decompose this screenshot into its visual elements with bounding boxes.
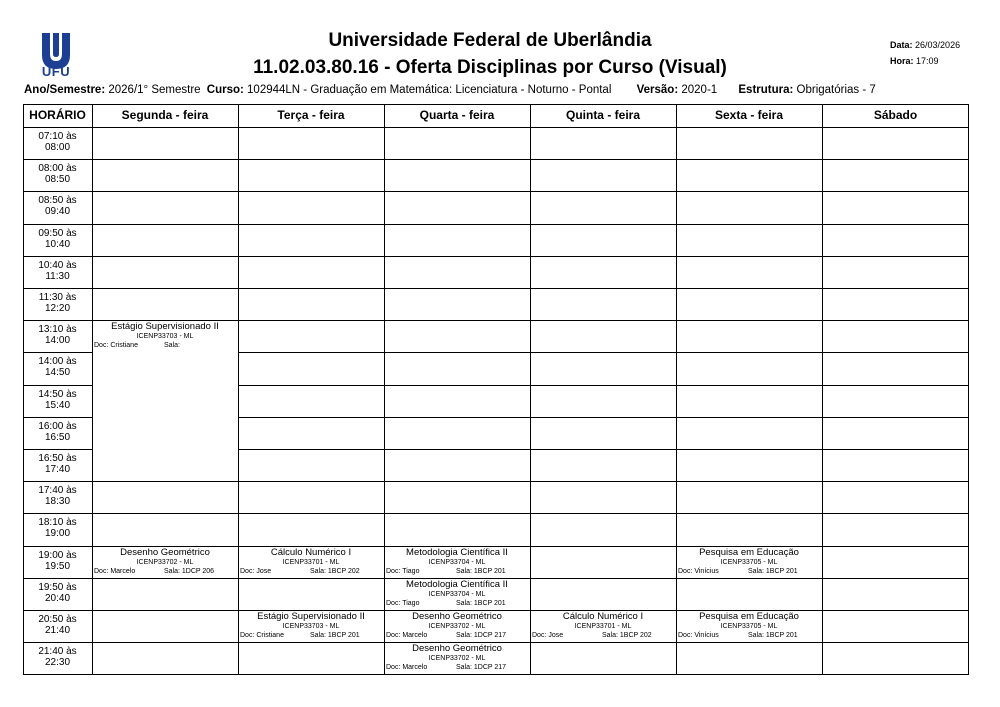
time-end: 17:40 [44,464,71,475]
row-divider [384,449,530,450]
time-slot [23,453,92,475]
row-divider [384,320,530,321]
row-divider [92,481,238,482]
time-start: 11:30 às [38,292,77,303]
class-room: Sala: 1BCP 201 [310,632,360,639]
date-value: 26/03/2026 [915,40,961,50]
class-teacher-room [676,567,822,576]
row-divider [822,352,969,353]
row-divider [92,256,238,257]
class-name: Cálculo Numérico I [270,546,352,558]
time-end: 09:40 [44,206,71,218]
class-teacher-room [92,567,238,576]
grid-bottom-border [23,674,969,675]
row-divider [530,481,676,482]
course-value: 102944LN - Graduação em Matemática: Licenciatura - Noturno - Pontal [247,84,612,96]
class-teacher: Doc: Tiago [386,567,420,575]
row-divider [822,481,969,482]
row-divider [676,385,822,386]
time-start: 20:50 às [38,614,77,625]
row-divider [822,159,969,160]
time-slot [23,550,92,572]
time-label: Hora: [890,56,914,66]
row-divider [530,288,676,289]
class-teacher: Doc: Cristiane [240,632,284,639]
row-divider [822,417,969,418]
time-start: 08:00 às [38,163,77,175]
class-cell [238,611,384,640]
row-divider [23,320,92,321]
class-teacher: Doc: Marcelo [386,664,428,672]
column-divider [530,104,531,675]
class-code: ICENP33703 - ML [136,333,194,341]
row-divider [23,578,92,579]
class-room: Sala: 1BCP 202 [602,632,652,639]
row-divider [238,642,384,643]
class-teacher-room [384,631,530,640]
row-divider [384,481,530,482]
time-start: 17:40 às [38,485,77,497]
column-header: Segunda - feira [121,108,209,122]
date-meta [890,40,960,50]
time-end: 16:50 [44,431,71,443]
row-divider [23,224,92,225]
class-name: Pesquisa em Educação [699,611,799,622]
row-divider [23,352,92,353]
column-header: Quinta - feira [565,108,640,122]
time-slot [23,131,92,153]
row-divider [530,159,676,160]
time-start: 08:50 às [38,195,77,207]
row-divider [530,256,676,257]
row-divider [530,449,676,450]
row-divider [822,288,969,289]
time-end: 22:30 [44,657,71,669]
row-divider [676,578,822,579]
row-divider [822,642,969,643]
class-cell [384,611,530,640]
row-divider [238,385,384,386]
row-divider [238,191,384,192]
row-divider [384,352,530,353]
class-name: Desenho Geométrico [412,611,502,622]
class-name: Metodologia Científica II [406,578,508,590]
class-room: Sala: 1DCP 217 [456,632,507,639]
class-teacher: Doc: Vinícius [678,632,719,639]
time-end: 19:50 [44,560,71,572]
time-start: 07:10 às [38,131,77,142]
row-divider [530,642,676,643]
logo-text: UFU [41,64,71,79]
row-divider [676,352,822,353]
row-divider [384,513,530,514]
semester-value: 2026/1° Semestre [108,84,201,96]
time-slot [23,292,92,314]
class-teacher: Doc: Jose [532,632,564,639]
row-divider [676,417,822,418]
row-divider [23,191,92,192]
row-divider [23,417,92,418]
time-end: 10:40 [44,238,71,250]
row-divider [822,320,969,321]
time-slot [23,324,92,346]
time-end: 15:40 [44,399,71,411]
time-end: 12:20 [44,303,71,314]
row-divider [238,159,384,160]
row-divider [23,159,92,160]
row-divider [23,449,92,450]
row-divider [676,256,822,257]
row-divider [23,481,92,482]
time-start: 19:00 às [38,549,77,561]
time-slot [23,582,92,604]
row-divider [530,546,676,547]
time-end: 19:00 [44,528,71,540]
class-cell [384,643,530,672]
class-name: Estágio Supervisionado II [111,321,219,333]
row-divider [92,610,238,611]
time-start: 21:40 às [38,646,77,658]
time-slot [23,389,92,411]
class-cell [384,579,530,608]
class-name: Pesquisa em Educação [699,546,799,558]
time-start: 10:40 às [38,259,77,271]
column-divider [822,104,823,675]
row-divider [238,320,384,321]
class-cell [238,547,384,576]
semester-label: Ano/Semestre: [24,84,106,96]
row-divider [822,610,969,611]
time-end: 08:50 [44,174,71,186]
row-divider [530,385,676,386]
row-divider [384,159,530,160]
class-room: Sala: 1BCP 201 [456,599,506,607]
class-teacher: Doc: Vinícius [678,567,719,575]
time-end: 08:00 [44,142,71,153]
row-divider [676,642,822,643]
time-slot [23,646,92,668]
row-divider [676,224,822,225]
column-header: Sábado [873,108,918,122]
row-divider [822,578,969,579]
column-divider [968,104,969,675]
row-divider [822,449,969,450]
row-divider [238,513,384,514]
time-start: 18:10 às [38,517,77,529]
time-slot [23,260,92,282]
time-start: 14:50 às [38,388,77,400]
time-end: 14:00 [44,335,71,347]
row-divider [23,513,92,514]
row-divider [676,288,822,289]
column-header: Quarta - feira [419,108,495,122]
class-name: Metodologia Científica II [406,546,508,558]
class-code: ICENP33705 - ML [720,623,778,630]
class-name: Desenho Geométrico [412,643,502,655]
row-divider [384,256,530,257]
class-teacher: Doc: Tiago [386,599,420,607]
class-cell [92,547,238,576]
class-teacher: Doc: Cristiane [94,342,138,350]
row-divider [23,385,92,386]
row-divider [238,288,384,289]
structure-value: Obrigatórias - 7 [796,84,876,96]
course-info [24,84,879,96]
row-divider [530,224,676,225]
row-divider [23,546,92,547]
row-divider [822,256,969,257]
row-divider [92,288,238,289]
row-divider [676,481,822,482]
class-cell [530,611,676,640]
class-teacher: Doc: Marcelo [386,632,428,639]
university-title: Universidade Federal de Uberlândia [328,30,652,51]
report-title: 11.02.03.80.16 - Oferta Disciplinas por Curso (Visual) [253,57,727,78]
row-divider [23,610,92,611]
time-slot [23,163,92,185]
column-header: Sexta - feira [714,108,784,122]
time-value: 17:09 [916,56,939,66]
row-divider [384,385,530,386]
class-cell [92,321,238,350]
row-divider [676,191,822,192]
class-teacher-room [384,663,530,672]
row-divider [384,417,530,418]
time-slot [23,195,92,217]
class-name: Desenho Geométrico [120,546,210,558]
time-start: 16:50 às [38,453,77,464]
class-code: ICENP33701 - ML [282,558,340,566]
row-divider [23,642,92,643]
row-divider [530,513,676,514]
class-teacher-room [676,631,822,640]
class-code: ICENP33701 - ML [574,623,632,630]
class-room: Sala: 1DCP 217 [456,664,507,672]
row-divider [676,513,822,514]
time-slot [23,421,92,443]
header-bottom-border [23,127,969,128]
version-value: 2020-1 [681,84,718,96]
time-end: 21:40 [44,625,71,636]
row-divider [530,191,676,192]
row-divider [676,159,822,160]
row-divider [238,256,384,257]
time-slot [23,614,92,636]
row-divider [822,546,969,547]
time-slot [23,356,92,378]
class-code: ICENP33705 - ML [720,558,778,566]
course-label: Curso: [206,84,244,96]
time-slot [23,517,92,539]
version-label: Versão: [636,84,679,96]
class-teacher-room [238,631,384,640]
time-end: 20:40 [44,592,71,604]
time-slot [23,228,92,250]
class-code: ICENP33704 - ML [428,590,486,598]
row-divider [92,159,238,160]
class-code: ICENP33704 - ML [428,558,486,566]
class-room: Sala: 1BCP 202 [310,567,360,575]
row-divider [384,288,530,289]
row-divider [238,224,384,225]
class-code: ICENP33702 - ML [428,623,486,630]
class-code: ICENP33702 - ML [136,558,194,566]
time-start: 13:10 às [38,324,77,336]
row-divider [822,513,969,514]
row-divider [238,578,384,579]
time-start: 14:00 às [38,356,77,368]
column-divider [92,104,93,675]
time-start: 19:50 às [38,581,77,593]
class-name: Cálculo Numérico I [562,611,644,622]
class-cell [676,547,822,576]
class-teacher-room [384,599,530,608]
row-divider [238,417,384,418]
row-divider [23,288,92,289]
row-divider [530,320,676,321]
class-teacher-room [92,341,238,350]
structure-label: Estrutura: [738,84,794,96]
time-end: 18:30 [44,496,71,508]
timetable-grid [23,104,969,674]
class-room: Sala: 1BCP 201 [748,567,798,575]
row-divider [822,191,969,192]
class-teacher-room [384,567,530,576]
time-end: 14:50 [44,367,71,379]
class-name: Estágio Supervisionado II [257,611,365,622]
row-divider [238,352,384,353]
row-divider [530,352,676,353]
column-divider [238,104,239,675]
row-divider [384,224,530,225]
class-teacher-room [238,567,384,576]
class-cell [384,547,530,576]
row-divider [822,385,969,386]
row-divider [92,224,238,225]
row-divider [92,642,238,643]
time-end: 11:30 [45,270,70,282]
time-meta [890,56,939,66]
class-room: Sala: [164,342,180,350]
class-code: ICENP33703 - ML [282,623,340,630]
row-divider [530,578,676,579]
column-header: HORÁRIO [29,108,86,122]
row-divider [92,513,238,514]
column-header: Terça - feira [277,108,345,122]
row-divider [23,256,92,257]
class-teacher: Doc: Jose [240,567,272,575]
row-divider [530,417,676,418]
time-slot [23,485,92,507]
time-start: 16:00 às [38,420,77,432]
class-room: Sala: 1DCP 206 [164,567,215,575]
date-label: Data: [890,40,913,50]
class-room: Sala: 1BCP 201 [456,567,506,575]
row-divider [822,224,969,225]
row-divider [238,481,384,482]
row-divider [384,191,530,192]
column-divider [676,104,677,675]
class-teacher-room [530,631,676,640]
class-teacher: Doc: Marcelo [94,567,136,575]
row-divider [676,320,822,321]
row-divider [676,449,822,450]
class-cell [676,611,822,640]
row-divider [92,191,238,192]
row-divider [92,578,238,579]
class-room: Sala: 1BCP 201 [748,632,798,639]
time-start: 09:50 às [38,227,77,239]
class-code: ICENP33702 - ML [428,655,486,663]
row-divider [238,449,384,450]
